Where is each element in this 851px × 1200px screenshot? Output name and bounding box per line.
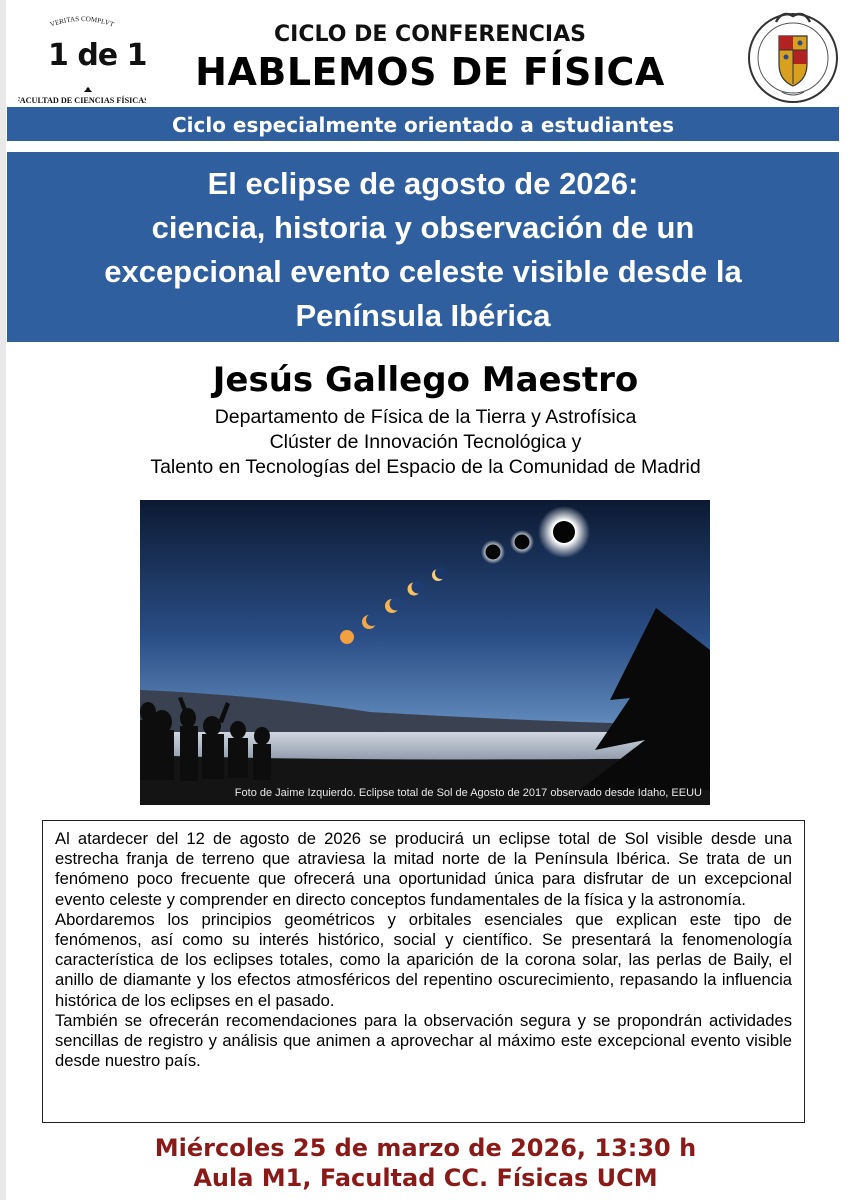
talk-title-line-1: El eclipse de agosto de 2026: [207, 166, 639, 201]
speaker-affiliation-2: Clúster de Innovación Tecnológica y [269, 431, 582, 453]
talk-title-box [7, 152, 839, 342]
talk-title-line-3: excepcional evento celeste visible desde la [104, 254, 742, 289]
event-venue: Aula M1, Facultad CC. Físicas UCM [193, 1164, 658, 1192]
speaker-affiliation-3: Talento en Tecnologías del Espacio de la Comunidad de Madrid [150, 456, 701, 478]
talk-title-line-2: ciencia, historia y observación de un [151, 210, 695, 245]
speaker-affiliation-1: Departamento de Física de la Tierra y Astrofísica [214, 406, 637, 428]
faculty-motto: VERITAS COMPLVT [48, 14, 116, 29]
page-edge [0, 0, 6, 1200]
university-crest-icon [746, 6, 840, 106]
audience-text: Ciclo especialmente orientado a estudiantes [171, 113, 675, 137]
main-title: HABLEMOS DE FÍSICA [195, 50, 665, 94]
page-counter: 1 de 1 [48, 38, 147, 73]
svg-text:VERITAS COMPLVT [49, 15, 116, 29]
event-datetime: Miércoles 25 de marzo de 2026, 13:30 h [154, 1134, 697, 1162]
abstract-box [42, 820, 805, 1123]
photo-caption: Foto de Jaime Izquierdo. Eclipse total de Sol de Agosto de 2017 observado desde Idaho, EEUU [234, 787, 702, 799]
abstract-paragraph-3: También se ofrecerán recomendaciones para la observación segura y se propondrán actividades sencillas de registro y análisis que animen a aprovechar al máximo este excepcional evento visible desde nuestro país. [55, 1010, 792, 1071]
faculty-name: FACULTAD DE CIENCIAS FÍSICAS [18, 96, 146, 105]
abstract-paragraph-2: Abordaremos los principios geométricos y orbitales esenciales que explican este tipo de fenómenos, así como su interés histórico, social y científico. Se presentará la fenomenología característica de los eclipses totales, como la aparición de la corona solar, las perlas de Baily, el anillo de diamante y los efectos atmosféricos del repentino oscurecimiento, repasando la influencia histórica de los eclipses en el pasado. [55, 909, 792, 1010]
series-label: CICLO DE CONFERENCIAS [274, 22, 586, 47]
audience-band [7, 107, 839, 141]
speaker-name: Jesús Gallego Maestro [212, 360, 639, 400]
abstract-paragraph-1: Al atardecer del 12 de agosto de 2026 se producirá un eclipse total de Sol visible desde una estrecha franja de terreno que atraviesa la mitad norte de la Península Ibérica. Se trata de un fenómeno poco frecuente que ofrecerá una oportunidad única para disfrutar de un excepcional evento celeste y comprender en directo conceptos fundamentales de la física y la astronomía. [55, 829, 792, 909]
talk-title-line-4: Península Ibérica [295, 298, 551, 333]
eclipse-photo [140, 500, 710, 805]
